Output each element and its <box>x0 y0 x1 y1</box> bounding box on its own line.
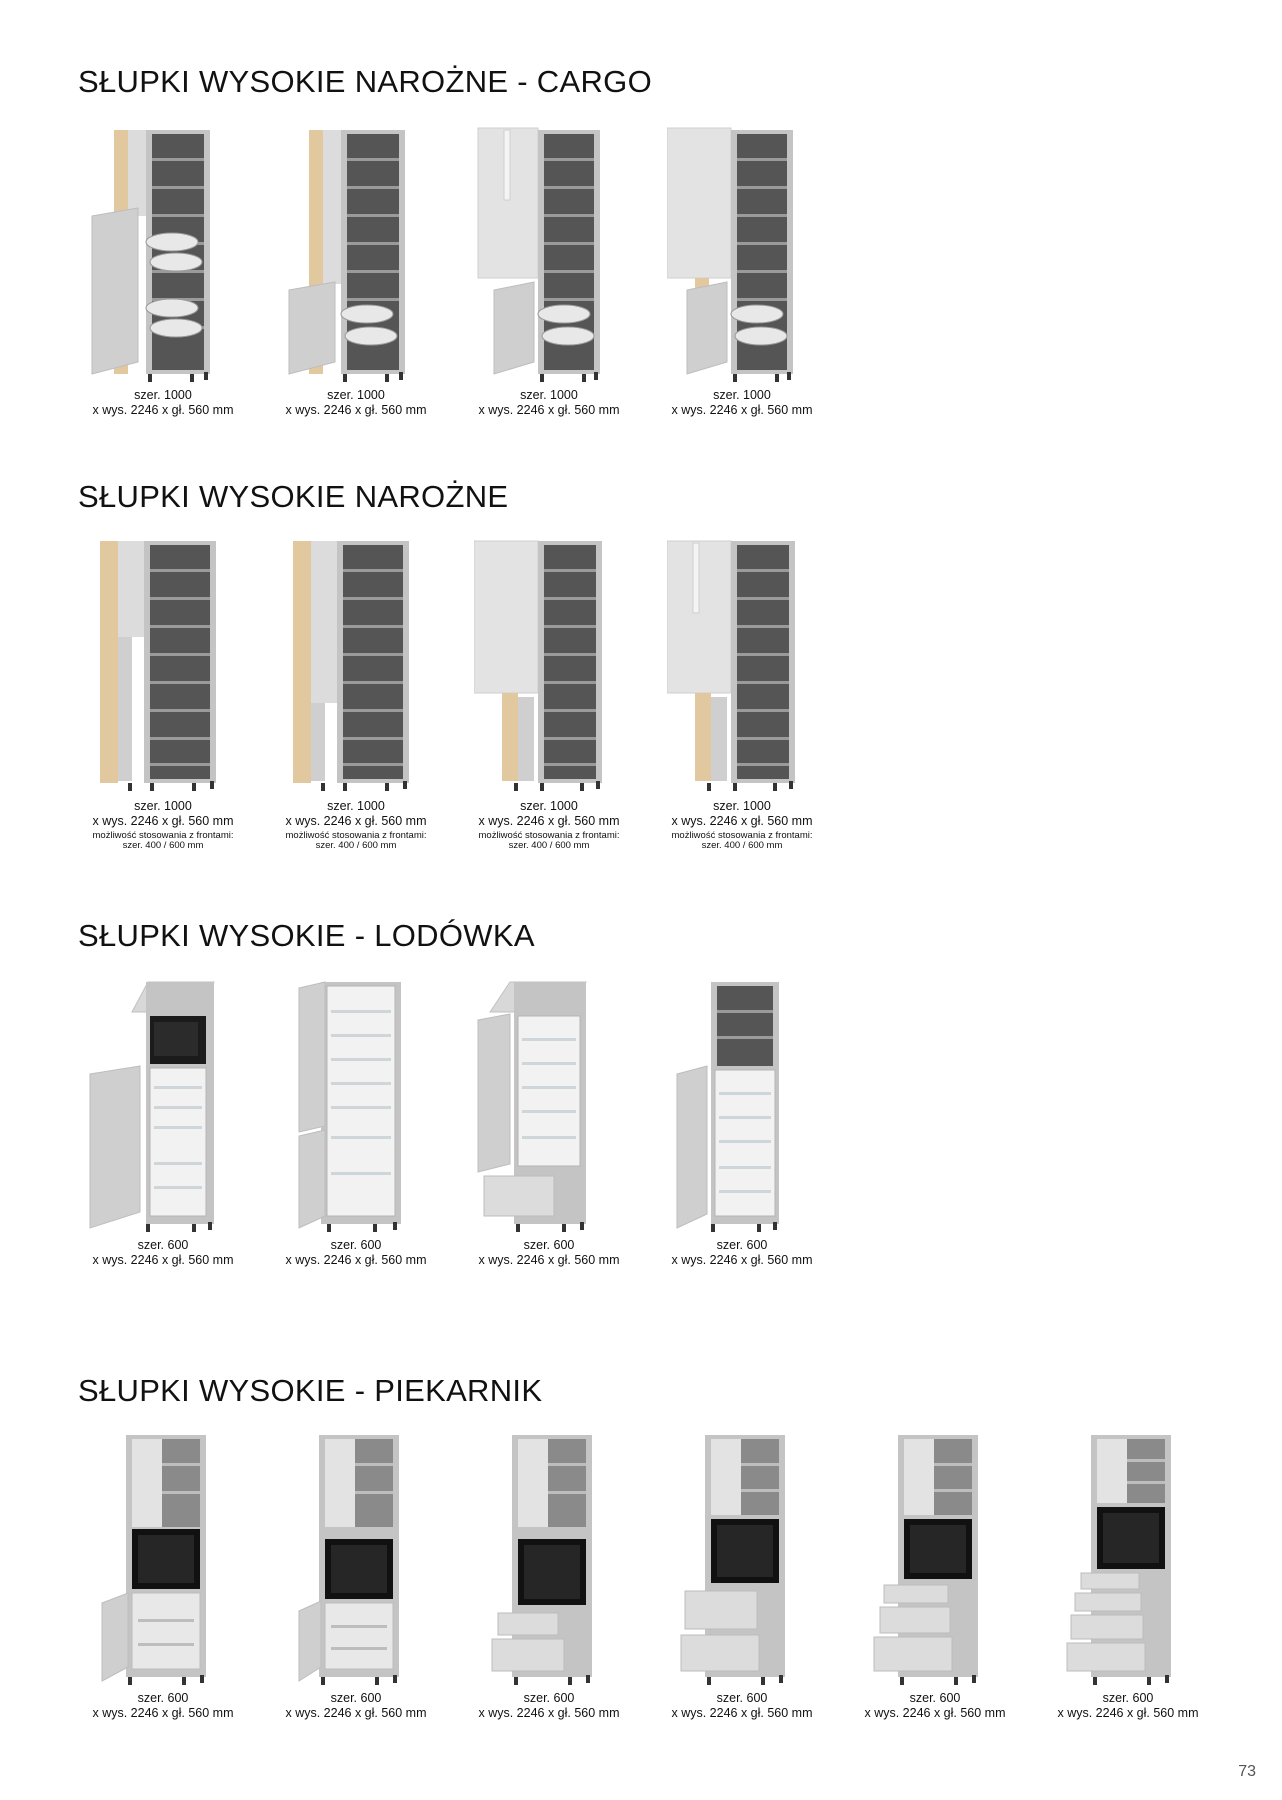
dimension-width: szer. 600 <box>1102 1691 1154 1705</box>
dimension-height-depth: x wys. 2246 x gł. 560 mm <box>92 403 234 417</box>
oven-cabinet-image <box>281 1429 431 1687</box>
dimension-width: szer. 1000 <box>327 388 385 402</box>
product-card[interactable] <box>860 1429 1010 1721</box>
oven-cabinet-image <box>474 1429 624 1687</box>
dimension-width: szer. 1000 <box>713 799 771 813</box>
front-compat-sizes: szer. 400 / 600 mm <box>315 840 397 851</box>
dimension-height-depth: x wys. 2246 x gł. 560 mm <box>92 1253 234 1267</box>
fridge-cabinet-image <box>474 976 624 1234</box>
product-card[interactable] <box>474 976 624 1268</box>
dimension-height-depth: x wys. 2246 x gł. 560 mm <box>671 814 813 828</box>
dimension-width: szer. 600 <box>523 1238 575 1252</box>
dimension-width: szer. 600 <box>137 1238 189 1252</box>
dimension-height-depth: x wys. 2246 x gł. 560 mm <box>285 1253 427 1267</box>
oven-cabinet-image <box>667 1429 817 1687</box>
oven-cabinet-image <box>1053 1429 1203 1687</box>
dimension-width: szer. 600 <box>330 1691 382 1705</box>
section-title: SŁUPKI WYSOKIE - LODÓWKA <box>78 918 535 953</box>
front-compat-note: możliwość stosowania z frontami: <box>92 830 234 841</box>
product-card[interactable] <box>88 1429 238 1721</box>
product-card[interactable] <box>88 537 238 851</box>
front-compat-sizes: szer. 400 / 600 mm <box>508 840 590 851</box>
fridge-cabinet-image <box>667 976 817 1234</box>
dimension-height-depth: x wys. 2246 x gł. 560 mm <box>285 814 427 828</box>
corner-cabinet-image <box>281 537 431 795</box>
section-title: SŁUPKI WYSOKIE NAROŻNE - CARGO <box>78 64 652 99</box>
dimension-height-depth: x wys. 2246 x gł. 560 mm <box>478 814 620 828</box>
dimension-width: szer. 600 <box>137 1691 189 1705</box>
dimension-width: szer. 1000 <box>327 799 385 813</box>
product-card[interactable] <box>474 124 624 418</box>
dimension-height-depth: x wys. 2246 x gł. 560 mm <box>478 403 620 417</box>
dimension-width: szer. 600 <box>523 1691 575 1705</box>
dimension-height-depth: x wys. 2246 x gł. 560 mm <box>671 1253 813 1267</box>
dimension-width: szer. 1000 <box>134 799 192 813</box>
oven-cabinet-image <box>860 1429 1010 1687</box>
corner-cargo-cabinet-image <box>667 124 817 384</box>
product-card[interactable] <box>667 537 817 851</box>
front-compat-note: możliwość stosowania z frontami: <box>478 830 620 841</box>
dimension-height-depth: x wys. 2246 x gł. 560 mm <box>671 1706 813 1720</box>
dimension-height-depth: x wys. 2246 x gł. 560 mm <box>864 1706 1006 1720</box>
dimension-width: szer. 600 <box>330 1238 382 1252</box>
dimension-width: szer. 1000 <box>713 388 771 402</box>
front-compat-sizes: szer. 400 / 600 mm <box>701 840 783 851</box>
product-card[interactable] <box>667 976 817 1268</box>
product-card[interactable] <box>1053 1429 1203 1721</box>
product-card[interactable] <box>474 1429 624 1721</box>
product-card[interactable] <box>88 976 238 1268</box>
dimension-height-depth: x wys. 2246 x gł. 560 mm <box>92 814 234 828</box>
dimension-height-depth: x wys. 2246 x gł. 560 mm <box>478 1253 620 1267</box>
front-compat-note: możliwość stosowania z frontami: <box>285 830 427 841</box>
product-card[interactable] <box>281 976 431 1268</box>
product-card[interactable] <box>88 124 238 418</box>
product-card[interactable] <box>281 537 431 851</box>
dimension-width: szer. 1000 <box>520 799 578 813</box>
dimension-width: szer. 600 <box>909 1691 961 1705</box>
dimension-height-depth: x wys. 2246 x gł. 560 mm <box>285 1706 427 1720</box>
product-card[interactable] <box>667 1429 817 1721</box>
corner-cabinet-image <box>88 537 238 795</box>
dimension-height-depth: x wys. 2246 x gł. 560 mm <box>92 1706 234 1720</box>
product-card[interactable] <box>474 537 624 851</box>
corner-cabinet-image <box>667 537 817 795</box>
fridge-cabinet-image <box>281 976 431 1234</box>
product-card[interactable] <box>281 1429 431 1721</box>
dimension-width: szer. 600 <box>716 1238 768 1252</box>
dimension-width: szer. 1000 <box>134 388 192 402</box>
section-title: SŁUPKI WYSOKIE NAROŻNE <box>78 479 509 514</box>
dimension-height-depth: x wys. 2246 x gł. 560 mm <box>1057 1706 1199 1720</box>
dimension-height-depth: x wys. 2246 x gł. 560 mm <box>671 403 813 417</box>
dimension-width: szer. 600 <box>716 1691 768 1705</box>
front-compat-note: możliwość stosowania z frontami: <box>671 830 813 841</box>
front-compat-sizes: szer. 400 / 600 mm <box>122 840 204 851</box>
corner-cargo-cabinet-image <box>88 124 238 384</box>
product-card[interactable] <box>667 124 817 418</box>
fridge-cabinet-image <box>88 976 238 1234</box>
corner-cargo-cabinet-image <box>474 124 624 384</box>
product-card[interactable] <box>281 124 431 418</box>
dimension-height-depth: x wys. 2246 x gł. 560 mm <box>478 1706 620 1720</box>
corner-cargo-cabinet-image <box>281 124 431 384</box>
section-title: SŁUPKI WYSOKIE - PIEKARNIK <box>78 1373 543 1408</box>
dimension-width: szer. 1000 <box>520 388 578 402</box>
corner-cabinet-image <box>474 537 624 795</box>
dimension-height-depth: x wys. 2246 x gł. 560 mm <box>285 403 427 417</box>
oven-cabinet-image <box>88 1429 238 1687</box>
page-number: 73 <box>1238 1763 1256 1780</box>
